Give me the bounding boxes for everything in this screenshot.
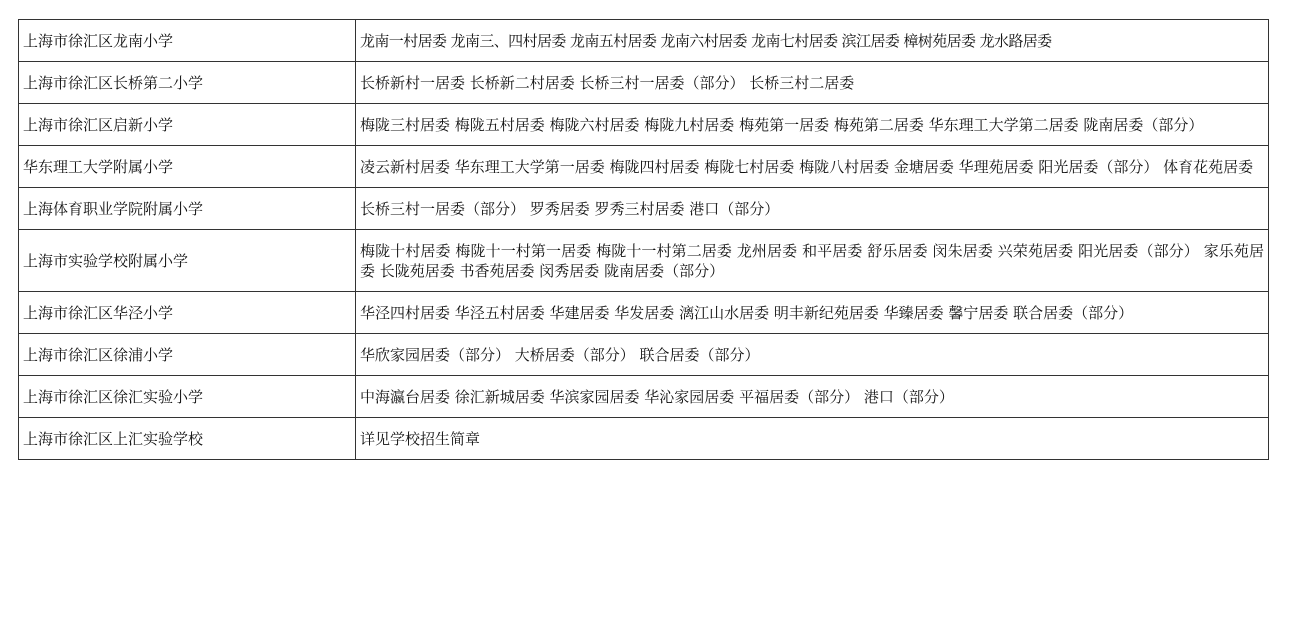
zone-area-cell: 华欣家园居委（部分） 大桥居委（部分） 联合居委（部分） <box>356 334 1269 376</box>
school-name-cell: 上海市徐汇区龙南小学 <box>19 20 356 62</box>
school-zone-table <box>18 19 1269 460</box>
school-name-cell: 上海市徐汇区华泾小学 <box>19 292 356 334</box>
school-name-cell: 上海市徐汇区徐汇实验小学 <box>19 376 356 418</box>
table-row <box>19 146 1269 188</box>
table-row <box>19 292 1269 334</box>
zone-area-cell: 长桥三村一居委（部分） 罗秀居委 罗秀三村居委 港口（部分） <box>356 188 1269 230</box>
zone-area-cell: 凌云新村居委 华东理工大学第一居委 梅陇四村居委 梅陇七村居委 梅陇八村居委 金塘居委 华理苑居委 阳光居委（部分） 体育花苑居委 <box>356 146 1269 188</box>
zone-area-cell: 详见学校招生简章 <box>356 418 1269 460</box>
zone-area-cell: 梅陇十村居委 梅陇十一村第一居委 梅陇十一村第二居委 龙州居委 和平居委 舒乐居委 闵朱居委 兴荣苑居委 阳光居委（部分） 家乐苑居委 长陇苑居委 书香苑居委 闵秀居委 陇南居委（部分） <box>356 230 1269 292</box>
school-name-cell: 华东理工大学附属小学 <box>19 146 356 188</box>
table-row <box>19 62 1269 104</box>
table-row <box>19 418 1269 460</box>
zone-area-cell: 中海瀛台居委 徐汇新城居委 华滨家园居委 华沁家园居委 平福居委（部分） 港口（部分） <box>356 376 1269 418</box>
table-row <box>19 20 1269 62</box>
school-name-cell: 上海市实验学校附属小学 <box>19 230 356 292</box>
school-name-cell: 上海市徐汇区徐浦小学 <box>19 334 356 376</box>
table-row <box>19 104 1269 146</box>
table-row <box>19 376 1269 418</box>
zone-area-cell: 华泾四村居委 华泾五村居委 华建居委 华发居委 漓江山水居委 明丰新纪苑居委 华臻居委 馨宁居委 联合居委（部分） <box>356 292 1269 334</box>
zone-area-cell: 龙南一村居委 龙南三、四村居委 龙南五村居委 龙南六村居委 龙南七村居委 滨江居委 樟树苑居委 龙水路居委 <box>356 20 1269 62</box>
school-name-cell: 上海市徐汇区启新小学 <box>19 104 356 146</box>
zone-area-cell: 长桥新村一居委 长桥新二村居委 长桥三村一居委（部分） 长桥三村二居委 <box>356 62 1269 104</box>
zone-area-cell: 梅陇三村居委 梅陇五村居委 梅陇六村居委 梅陇九村居委 梅苑第一居委 梅苑第二居委 华东理工大学第二居委 陇南居委（部分） <box>356 104 1269 146</box>
school-zone-document <box>18 19 1269 460</box>
school-name-cell: 上海市徐汇区长桥第二小学 <box>19 62 356 104</box>
school-name-cell: 上海市徐汇区上汇实验学校 <box>19 418 356 460</box>
table-row <box>19 188 1269 230</box>
table-row <box>19 230 1269 292</box>
school-name-cell: 上海体育职业学院附属小学 <box>19 188 356 230</box>
table-row <box>19 334 1269 376</box>
